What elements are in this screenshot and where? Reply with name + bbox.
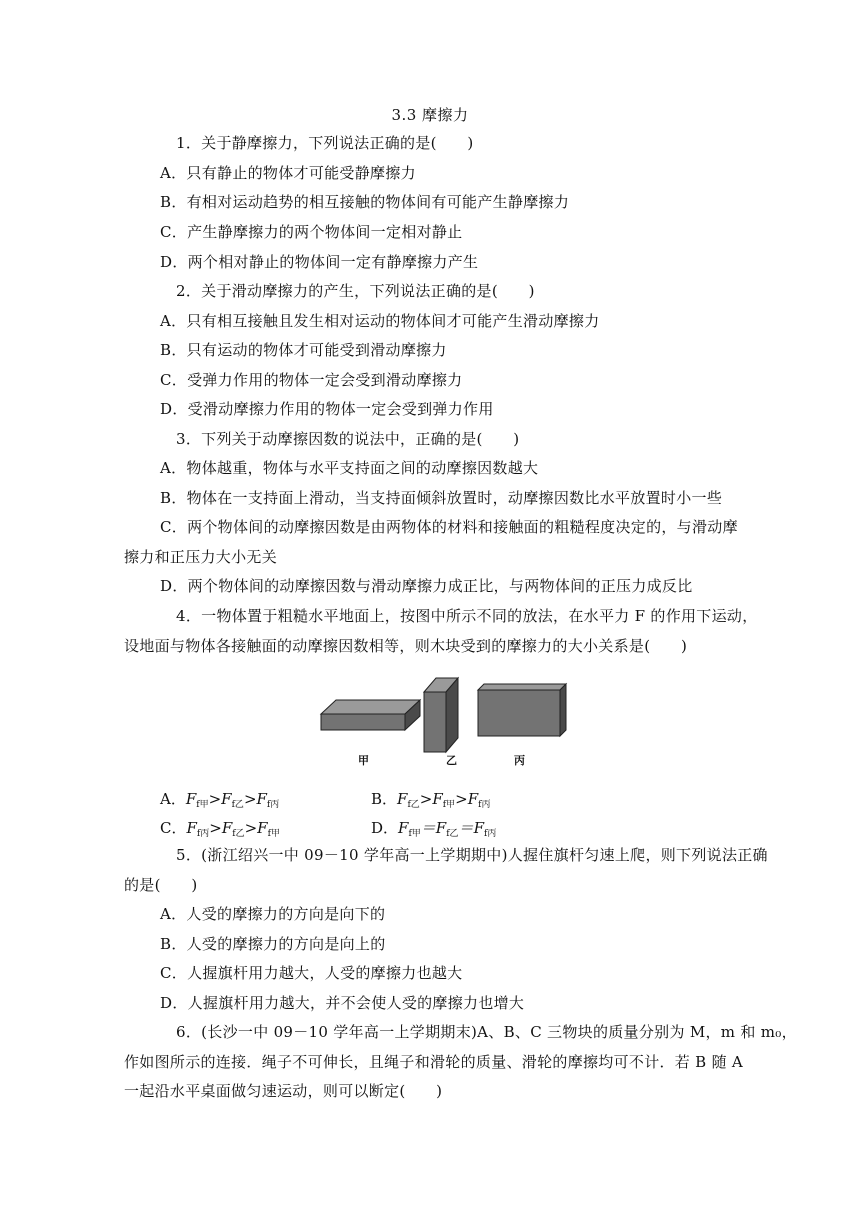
q4-stem-line1: 4．一物体置于粗糙水平地面上，按图中所示不同的放法，在水平力 F 的作用下运动， [176, 607, 758, 625]
q4-option-c-letter: C． [160, 819, 187, 837]
q3-option-c-line2: 擦力和正压力大小无关 [124, 548, 278, 566]
q6-stem-line2: 作如图所示的连接．绳子不可伸长，且绳子和滑轮的质量、滑轮的摩擦均可不计．若 B 随 A [124, 1053, 744, 1071]
q5-option-a: A．人受的摩擦力的方向是向下的 [160, 905, 386, 923]
q2-option-c: C．受弹力作用的物体一定会受到滑动摩擦力 [160, 371, 463, 389]
q4-b-sub2: f甲 [442, 800, 456, 810]
q4-stem-line2: 设地面与物体各接触面的动摩擦因数相等，则木块受到的摩擦力的大小关系是( ) [124, 637, 688, 655]
q3-option-c-line1: C．两个物体间的动摩擦因数是由两物体的材料和接触面的粗糙程度决定的，与滑动摩 [160, 518, 738, 536]
q2-stem: 2．关于滑动摩擦力的产生，下列说法正确的是( ) [176, 282, 535, 300]
fig-label-yi: 乙 [446, 754, 457, 767]
q2-option-b: B．只有运动的物体才可能受到滑动摩擦力 [160, 341, 447, 359]
block-bing [478, 684, 566, 736]
q4-d-sub2: f乙 [446, 829, 459, 839]
q4-c-sub1: f丙 [196, 829, 210, 839]
q4-c-F1: F [186, 819, 197, 837]
q4-d-F2: ＝F [420, 819, 447, 837]
q3-option-d: D．两个物体间的动摩擦因数与滑动摩擦力成正比，与两物体间的正压力成反比 [160, 577, 693, 595]
q1-option-d: D．两个相对静止的物体间一定有静摩擦力产生 [160, 253, 479, 271]
q1-stem: 1．关于静摩擦力，下列说法正确的是( ) [176, 134, 474, 152]
q4-option-c [160, 817, 280, 839]
q4-d-F1: F [398, 819, 409, 837]
q3-option-a: A．物体越重，物体与水平支持面之间的动摩擦因数越大 [160, 459, 539, 477]
q4-a-F1: F [185, 790, 197, 808]
q4-b-sub3: f丙 [478, 800, 491, 810]
q5-option-b: B．人受的摩擦力的方向是向上的 [160, 935, 386, 953]
q1-option-b: B．有相对运动趋势的相互接触的物体间有可能产生静摩擦力 [160, 193, 570, 211]
q6-stem-line1: 6．(长沙一中 09－10 学年高一上学期期末)A、B、C 三物块的质量分别为 M，m 和 m₀， [176, 1023, 797, 1041]
q4-d-F3: ＝F [458, 819, 484, 837]
q4-option-a-letter: A． [160, 790, 186, 808]
q5-stem-line2: 的是( ) [124, 876, 198, 894]
block-yi [424, 678, 458, 752]
q4-c-sub3: f甲 [267, 829, 280, 839]
q5-option-d: D．人握旗杆用力越大，并不会使人受的摩擦力也增大 [160, 994, 525, 1012]
fig-label-jia: 甲 [358, 754, 369, 767]
q4-d-sub3: f丙 [483, 829, 497, 839]
q1-option-a: A．只有静止的物体才可能受静摩擦力 [160, 164, 416, 182]
q4-figure [318, 676, 578, 772]
q2-option-a: A．只有相互接触且发生相对运动的物体间才可能产生滑动摩擦力 [160, 312, 600, 330]
q4-option-b [371, 788, 490, 810]
q3-option-b: B．物体在一支持面上滑动，当支持面倾斜放置时，动摩擦因数比水平放置时小一些 [160, 489, 723, 507]
q4-c-sub2: f乙 [232, 829, 245, 839]
fig-label-bing: 丙 [514, 754, 525, 767]
q2-option-d: D．受滑动摩擦力作用的物体一定会受到弹力作用 [160, 400, 494, 418]
q4-c-F3: >F [244, 819, 268, 837]
q4-b-F3: >F [455, 790, 479, 808]
q4-d-sub1: f甲 [408, 829, 421, 839]
q4-b-sub1: f乙 [407, 800, 420, 810]
page-title: 3.3 摩擦力 [391, 106, 469, 124]
q4-option-d [371, 817, 496, 839]
q6-stem-line3: 一起沿水平桌面做匀速运动，则可以断定( ) [124, 1082, 443, 1100]
q4-option-b-letter: B． [371, 790, 398, 808]
q4-a-F2: >F [208, 790, 232, 808]
q4-a-sub3: f丙 [266, 800, 280, 810]
q1-option-c: C．产生静摩擦力的两个物体间一定相对静止 [160, 223, 463, 241]
q4-c-F2: >F [209, 819, 233, 837]
q3-stem: 3．下列关于动摩擦因数的说法中，正确的是( ) [176, 430, 520, 448]
q4-a-sub2: f乙 [231, 800, 244, 810]
q4-b-F1: F [397, 790, 408, 808]
q5-stem-line1: 5．(浙江绍兴一中 09－10 学年高一上学期期中)人握住旗杆匀速上爬，则下列说法正确 [176, 846, 768, 864]
q4-option-d-letter: D． [371, 819, 399, 837]
q4-a-sub1: f甲 [196, 800, 209, 810]
q4-option-a [160, 788, 279, 810]
q4-a-F3: >F [243, 790, 267, 808]
q5-option-c: C．人握旗杆用力越大，人受的摩擦力也越大 [160, 964, 463, 982]
q4-b-F2: >F [419, 790, 443, 808]
block-jia [321, 700, 420, 730]
